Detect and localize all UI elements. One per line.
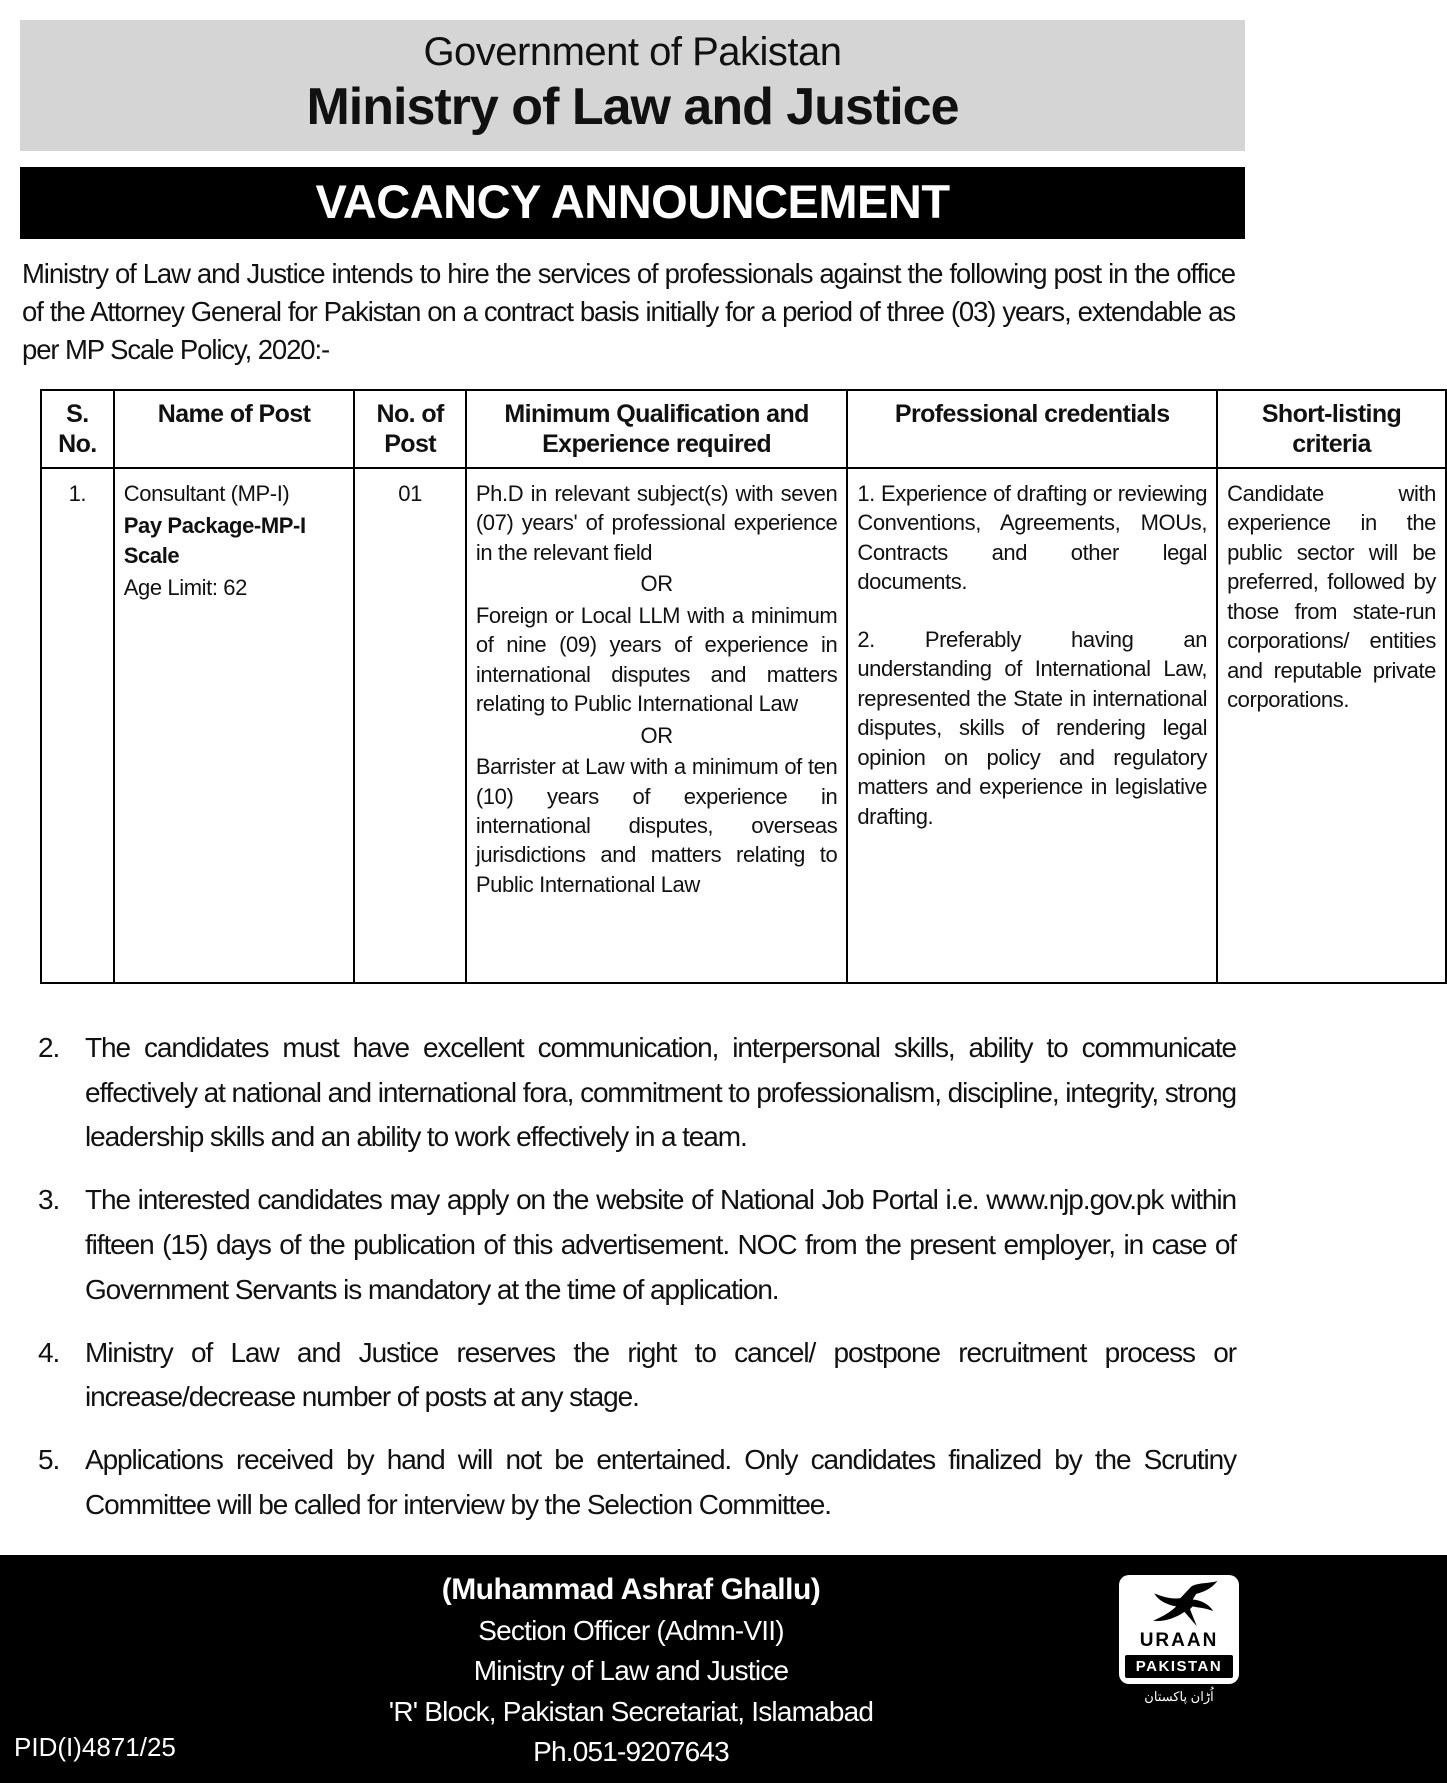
cell-post-name [114, 468, 355, 983]
cell-sno: 1. [41, 468, 114, 983]
note-text: The interested candidates may apply on the website of National Job Portal i.e. www.njp.gov.pk within fifteen (15) days of the publication of this advertisement. NOC from the present employer, in case of Government Servants is mandatory at the time of application. [85, 1184, 1236, 1305]
signatory-phone: Ph.051-9207643 [533, 1736, 729, 1768]
column-header-qualification: Minimum Qualification and Experience required [466, 390, 847, 468]
qualification-or-2: OR [640, 722, 673, 748]
note-number: 4. [38, 1336, 60, 1368]
note-item-3 [38, 1178, 1236, 1312]
vacancy-banner: VACANCY ANNOUNCEMENT [20, 167, 1245, 239]
logo-pakistan-text: PAKISTAN [1125, 1655, 1233, 1678]
qualification-option-1: Ph.D in relevant subject(s) with seven (07) years' of professional experience in the relevant field [475, 480, 838, 565]
note-number: 2. [38, 1031, 60, 1063]
note-text: The candidates must have excellent communication, interpersonal skills, ability to communicate effectively at national and international fora, commitment to professionalism, discipline, integrity, strong leadership skills and an ability to work effectively in a team. [85, 1031, 1236, 1153]
header [20, 20, 1245, 151]
credential-item-1: 1. Experience of drafting or reviewing Conventions, Agreements, MOUs, Contracts and other legal documents. [857, 480, 1208, 595]
signatory-designation: Section Officer (Admn-VII) [478, 1614, 784, 1646]
cell-criteria [1217, 468, 1446, 983]
note-item-4 [38, 1331, 1236, 1421]
logo-urdu-tagline: اُڑان پاکستان [1144, 1688, 1214, 1704]
note-number: 3. [38, 1184, 60, 1216]
cell-credentials [847, 468, 1217, 983]
logo-uraan-text: URAAN [1139, 1629, 1219, 1651]
posts-table [40, 389, 1447, 984]
post-title: Consultant (MP-I) [123, 480, 290, 506]
signature-block [0, 1573, 1262, 1769]
note-text: Ministry of Law and Justice reserves the right to cancel/ postpone recruitment process or increase/decrease number of posts at any stage. [85, 1336, 1236, 1413]
column-header-criteria: Short-listing criteria [1217, 390, 1446, 468]
table-header-row [41, 390, 1446, 468]
criteria-text: Candidate with experience in the public sector will be preferred, followed by those from state-run corporations/ entities and reputable private corporations. [1227, 480, 1436, 713]
signatory-address: 'R' Block, Pakistan Secretariat, Islamabad [388, 1695, 874, 1727]
column-header-credentials: Professional credentials [847, 390, 1217, 468]
post-age-limit: Age Limit: 62 [123, 575, 247, 601]
qualification-option-3: Barrister at Law with a minimum of ten (10) years of experience in international disputes, overseas jurisdictions and matters relating to Public International Law [475, 754, 838, 897]
column-header-post-name: Name of Post [114, 390, 355, 468]
cell-post-count: 01 [354, 468, 466, 983]
notes-list [38, 1008, 1236, 1528]
eagle-icon [1135, 1581, 1223, 1629]
signatory-ministry: Ministry of Law and Justice [473, 1655, 789, 1687]
pid-number: PID(I)4871/25 [14, 1732, 176, 1762]
ministry-title: Ministry of Law and Justice [306, 78, 959, 136]
cell-qualification [466, 468, 847, 983]
uraan-pakistan-logo [1119, 1575, 1239, 1705]
post-pay-package: Pay Package-MP-I Scale [123, 513, 306, 568]
column-header-sno: S. No. [41, 390, 114, 468]
credential-item-2: 2. Preferably having an understanding of International Law, represented the State in international disputes, skills of rendering legal opinion on policy and regulatory matters and experience in legislative drafting. [857, 626, 1208, 829]
intro-paragraph: Ministry of Law and Justice intends to hire the services of professionals against the following post in the office of the Attorney General for Pakistan on a contract basis initially for a period of three (03) years, extendable as per MP Scale Policy, 2020:- [22, 258, 1235, 365]
table-row [41, 468, 1446, 983]
qualification-option-2: Foreign or Local LLM with a minimum of nine (09) years of experience in international disputes and matters relating to Public International Law [475, 602, 838, 717]
signatory-name: (Muhammad Ashraf Ghallu) [441, 1572, 821, 1606]
note-number: 5. [38, 1444, 60, 1476]
qualification-or-1: OR [640, 571, 673, 597]
column-header-post-count: No. of Post [354, 390, 466, 468]
footer [0, 1555, 1447, 1783]
note-item-2 [38, 1026, 1236, 1160]
logo-box [1119, 1575, 1239, 1684]
government-line: Government of Pakistan [423, 30, 842, 74]
note-item-5 [38, 1438, 1236, 1528]
note-text: Applications received by hand will not be entertained. Only candidates finalized by the Scrutiny Committee will be called for interview by the Selection Committee. [85, 1444, 1236, 1520]
